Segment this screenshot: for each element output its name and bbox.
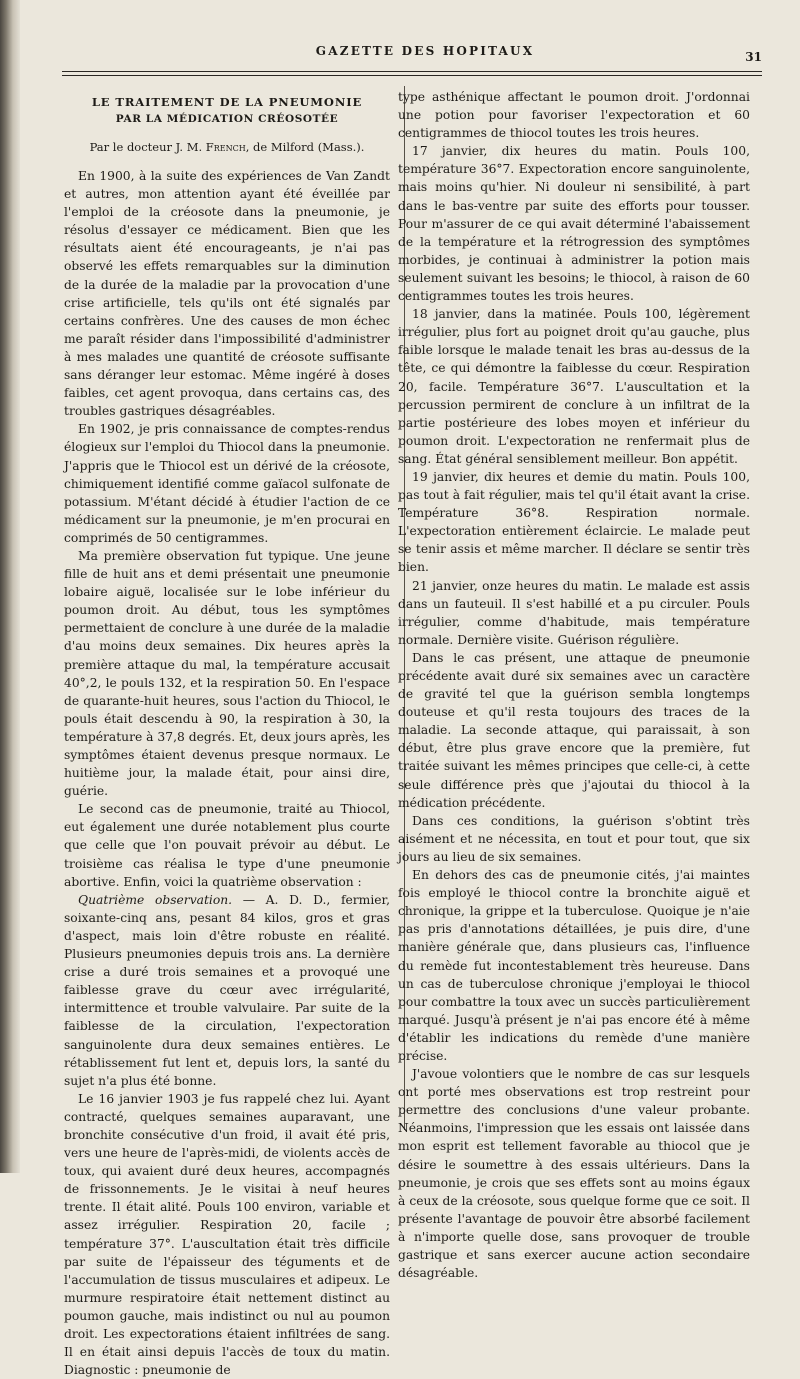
byline-prefix: Par le docteur bbox=[89, 140, 176, 154]
running-head: GAZETTE DES HOPITAUX bbox=[315, 44, 535, 58]
paragraph: J'avoue volontiers que le nombre de cas sur lesquels ont porté mes observations est trop restreint pour permettre des conclusions d'une valeur probante. Néanmoins, l'impression que les essais ont laissée dans mon esprit est tellement favorable au thiocol que je désire le soumettre à des essais ultérieurs. Dans la pneumonie, je crois que ses effets sont au moins égaux à ceux de la créosote, sous quelque forme que ce soit. Il présente l'avantage de pouvoir être absorbé facilement à n'importe quelle dose, sans provoquer de trouble gastrique et sans exercer aucune action secondaire désagréable. bbox=[398, 1067, 750, 1281]
observation-paragraph bbox=[64, 891, 390, 1090]
page-number: 31 bbox=[745, 50, 762, 64]
paragraph: 18 janvier, dans la matinée. Pouls 100, légèrement irrégulier, plus fort au poignet droit qu'au gauche, plus faible lorsque le malade tenait les bras au-dessus de la tête, ce qui démontre la faiblesse du cœur. Respiration 20, facile. Température 36°7. L'auscultation et la percussion permirent de conclure à un infiltrat de la partie postérieure des lobes moyen et inférieur du poumon droit. L'expectoration ne renfermait plus de sang. État général sensiblement meilleur. Bon appétit. bbox=[398, 307, 750, 466]
left-column bbox=[64, 88, 390, 1378]
paragraph: En 1902, je pris connaissance de comptes-rendus élogieux sur l'emploi du Thiocol dans la pneumonie. J'appris que le Thiocol est un dérivé de la créosote, chimiquement identifié comme gaïacol sulfonate de potassium. M'étant décidé à étudier l'action de ce médicament sur la pneumonie, je m'en procurai en comprimés de 50 centigrammes. bbox=[64, 422, 390, 545]
article-title: LE TRAITEMENT DE LA PNEUMONIE bbox=[91, 95, 363, 109]
paragraph: Dans ces conditions, la guérison s'obtint très aisément et ne nécessita, en tout et pour tout, que six jours au lieu de six semaines. bbox=[398, 813, 750, 864]
byline bbox=[64, 139, 390, 155]
paragraph: Dans le cas présent, une attaque de pneumonie précédente avait duré six semaines avec un caractère de gravité tel que la guérison sembla longtemps douteuse et qu'il resta toujours des traces de la maladie. La seconde attaque, qui paraissait, à son début, être plus grave encore que la première, fut traitée suivant les mêmes principes que celle-ci, à cette seule différence près que j'ajoutai du thiocol à la médication précédente. bbox=[398, 650, 750, 810]
right-column bbox=[398, 88, 750, 1281]
byline-author: J. M. French bbox=[175, 140, 246, 154]
paragraph: 19 janvier, dix heures et demie du matin. Pouls 100, pas tout à fait régulier, mais tel qu'il était avant la crise. Température 36°8. Respiration normale. L'expectoration entièrement éclaircie. Le malade peut se tenir assis et même marcher. Il déclare se sentir très bien. bbox=[398, 469, 750, 575]
paragraph: Le 16 janvier 1903 je fus rappelé chez lui. Ayant contracté, quelques semaines auparavant, une bronchite consécutive d'un froid, il avait été pris, vers une heure de l'après-midi, de violents accès de toux, qui avaient duré deux heures, accompagnés de frissonnements. Je le visitai à neuf heures trente. Il était alité. Pouls 100 environ, variable et assez irrégulier. Respiration 20, facile ; température 37°. L'auscultation était très difficile par suite de l'épaisseur des téguments et de l'accumulation de tissus musculaires et adipeux. Le murmure respiratoire était nettement distinct au poumon gauche, mais indistinct ou nul au poumon droit. Les expectorations étaient infiltrées de sang. Il en était ainsi depuis l'accès de toux du matin. Diagnostic : pneumonie de bbox=[64, 1091, 390, 1378]
article-subtitle: PAR LA MÉDICATION CRÉOSOTÉE bbox=[115, 113, 339, 125]
observation-text: — A. D. D., fermier, soixante-cinq ans, pesant 84 kilos, gros et gras d'aspect, mais loin d'être robuste en réalité. Plusieurs pneumonies depuis trois ans. La dernière crise a duré trois semaines et a provoqué une faiblesse grave du cœur avec irrégularité, intermittence et trouble valvulaire. Par suite de la faiblesse de la circulation, l'expectoration sanguinolente dura deux semaines entières. Le rétablissement fut lent et, depuis lors, la santé du sujet n'a plus été bonne. bbox=[64, 892, 390, 1088]
paragraph: En 1900, à la suite des expériences de Van Zandt et autres, mon attention ayant été éveillée par l'emploi de la créosote dans la pneumonie, je résolus d'essayer ce médicament. Bien que les résultats aient été encourageants, je n'ai pas observé les effets remarquables sur la diminution de la durée de la maladie par la provocation d'une crise artificielle, tels qu'ils ont été signalés par certains confrères. Une des causes de mon échec me paraît résider dans l'impossibilité d'administrer à mes malades une quantité de créosote suffisante sans déranger leur estomac. Même ingéré à doses faibles, cet agent provoqua, dans certains cas, des troubles gastriques désagréables. bbox=[64, 169, 390, 419]
paragraph: Le second cas de pneumonie, traité au Thiocol, eut également une durée notablement plus courte que celle que l'on pouvait prévoir au début. Le troisième cas réalisa le type d'une pneumonie abortive. Enfin, voici la quatrième observation : bbox=[64, 802, 390, 889]
header-rule-top bbox=[62, 71, 762, 72]
continued-paragraph: type asthénique affectant le poumon droit. J'ordonnai une potion pour favoriser l'expectoration et 60 centigrammes de thiocol toutes les trois heures. bbox=[398, 90, 750, 141]
journal-page bbox=[20, 0, 800, 1378]
paragraph: 21 janvier, onze heures du matin. Le malade est assis dans un fauteuil. Il s'est habillé et a pu circuler. Pouls irrégulier, comme d'habitude, mais température normale. Dernière visite. Guérison régulière. bbox=[398, 578, 750, 647]
paragraph: Ma première observation fut typique. Une jeune fille de huit ans et demi présentait une pneumonie lobaire aiguë, localisée sur le lobe inférieur du poumon droit. Au début, tous les symptômes permettaient de conclure à une durée de la maladie d'au moins deux semaines. Dix heures après la première attaque du mal, la température accusait 40°,2, le pouls 132, et la respiration 50. En l'espace de quarante-huit heures, sous l'action du Thiocol, le pouls était descendu à 90, la respiration à 30, la température à 37,8 degrés. Et, deux jours après, les symptômes étaient devenus presque normaux. Le huitième jour, la malade était, pour ainsi dire, guérie. bbox=[64, 548, 390, 799]
paragraph: En dehors des cas de pneumonie cités, j'ai maintes fois employé le thiocol contre la bronchite aiguë et chronique, la grippe et la tuberculose. Quoique je n'aie pas pris d'annotations détaillées, je puis dire, d'une manière générale que, dans plusieurs cas, l'influence du remède fut incontestablement très heureuse. Dans un cas de tuberculose chronique j'employai le thiocol pour combattre la toux avec un succès particulièrement marqué. Jusqu'à présent je n'ai pas encore été à même d'établir les indications du remède d'une manière précise. bbox=[398, 868, 750, 1063]
paragraph: 17 janvier, dix heures du matin. Pouls 100, température 36°7. Expectoration encore sanguinolente, mais moins qu'hier. Ni douleur ni sensibilité, à part dans le bas-ventre par suite des efforts pour tousser. Pour m'assurer de ce qui avait déterminé l'abaissement de la température et la rétrogression des symptômes morbides, je continuai à administrer la potion mais seulement suivant les besoins; le thiocol, à raison de 60 centigrammes toutes les trois heures. bbox=[398, 144, 750, 304]
book-spine-edge bbox=[0, 0, 20, 1173]
observation-heading: Quatrième observation. bbox=[78, 892, 233, 907]
byline-suffix: , de Milford (Mass.). bbox=[245, 140, 365, 154]
header-rule-bottom bbox=[62, 75, 762, 76]
